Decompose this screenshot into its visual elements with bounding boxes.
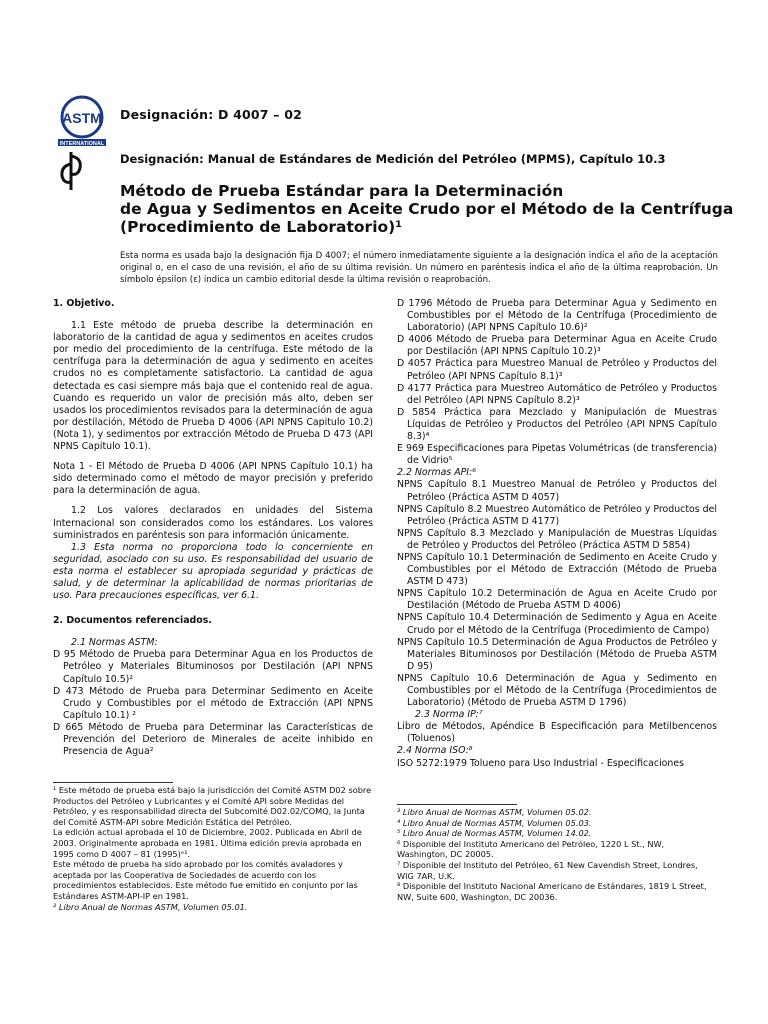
designation-astm: Designación: D 4007 – 02 <box>120 107 303 122</box>
standard-note: Esta norma es usada bajo la designación fija D 4007; el número inmediatamente siguiente a la designación indica el año de la aceptación original o, en el caso de una revisión, el año de su última revisión. Un número en paréntesis indica el año de la última reaprobación. Un símbolo épsilon (ε) indica un cambio editorial desde la última revisión o reaprobación. <box>120 251 718 285</box>
nota-1: Nota 1 - El Método de Prueba D 4006 (API NPNS Capítulo 10.1) ha sido determinado como el método de mayor precisión y preferido para la determinación de agua. <box>53 461 373 497</box>
ref-d665: D 665 Método de Prueba para Determinar las Características de Prevención del Deterioro de Minerales de aceite inhibido en Presencia de Agua² <box>53 721 373 758</box>
footnote-3: ³ Libro Anual de Normas ASTM, Volumen 05.02. <box>397 807 592 817</box>
ref-npns-10-6: NPNS Capítulo 10.6 Determinación de Agua y Sedimento en Combustibles por el Método de la Centrífuga (Procedimientos de Laboratorio) (Método de Prueba ASTM D 1796) <box>397 672 717 709</box>
document-title <box>120 182 740 236</box>
ref-d95: D 95 Método de Prueba para Determinar Agua en los Productos de Petróleo y Materiales Bituminosos por Destilación (API NPNS Capítulo 10.5)² <box>53 649 373 685</box>
ref-d473: D 473 Método de Prueba para Determinar Sedimento en Aceite Crudo y Combustibles por el método de Extracción (API NPNS Capítulo 10.1) ² <box>53 685 373 721</box>
ref-npns-8-3: NPNS Capítulo 8.3 Mezclado y Manipulación de Muestras Líquidas de Petróleo y Productos del Petróleo (Práctica ASTM D 5854) <box>397 527 717 551</box>
ref-npns-8-2: NPNS Capítulo 8.2 Muestreo Automático de Petróleo y Productos del Petróleo (Práctica ASTM D 4177) <box>397 503 717 527</box>
ref-npns-10-1: NPNS Capítulo 10.1 Determinación de Sedimento en Aceite Crudo y Combustibles por el Método de Extracción (Método de Prueba ASTM D 473) <box>397 551 717 588</box>
ref-npns-8-1: NPNS Capítulo 8.1 Muestreo Manual de Petróleo y Productos del Petróleo (Práctica ASTM D 4057) <box>397 479 717 503</box>
section-2-4: 2.4 Norma ISO:⁸ <box>397 745 473 757</box>
ref-d4006: D 4006 Método de Prueba para Determinar Agua en Aceite Crudo por Destilación (API NPNS Capítulo 10.2)³ <box>397 334 717 358</box>
footnote-rule-right <box>397 804 517 805</box>
api-logo <box>58 150 84 192</box>
title-line-3: (Procedimiento de Laboratorio)¹ <box>120 218 403 236</box>
footnote-8: ⁸ Disponible del Instituto Nacional Americano de Estándares, 1819 L Street, NW, Suite 600, Washington, DC 20036. <box>397 881 707 902</box>
ref-d1796: D 1796 Método de Prueba para Determinar Agua y Sedimento en Combustibles por el Método de la Centrífuga (Procedimiento de Laboratorio) (API NPNS Capítulo 10.6)² <box>397 298 717 334</box>
designation-mpms: Designación: Manual de Estándares de Medición del Petróleo (MPMS), Capítulo 10.3 <box>120 152 666 166</box>
astm-logo <box>58 95 106 147</box>
section-2-3: 2.3 Norma IP:⁷ <box>415 709 483 721</box>
footnote-1c: Este método de prueba ha sido aprobado por los comités avaladores y aceptada por las Cooperativa de Sociedades de acuerdo con los procedimientos establecidos. Este método fue emitido en conjunto por las Estándares ASTM-API-IP en 1981. <box>53 859 358 901</box>
title-line-2: de Agua y Sedimentos en Aceite Crudo por el Método de la Centrífuga <box>120 200 734 218</box>
footnote-4: ⁴ Libro Anual de Normas ASTM, Volumen 05.03. <box>397 817 592 828</box>
para-1-3: 1.3 Esta norma no proporciona todo lo concerniente en seguridad, asociado con su uso. Es responsabilidad del usuario de esta norma el establecer su apropiada seguridad y prácticas de salud, y de determinar la aplicabilidad de normas prioritarias de uso. Para precauciones específicas, ver 6.1. <box>53 541 373 602</box>
ref-e969: E 969 Especificaciones para Pipetas Volumétricas (de transferencia) de Vidrio⁵ <box>397 443 717 467</box>
section-2-2: 2.2 Normas API:⁶ <box>397 467 476 479</box>
ref-d4177: D 4177 Práctica para Muestreo Automático de Petróleo y Productos del Petróleo (API NPNS Capítulo 8.2)³ <box>397 382 717 406</box>
ref-npns-10-4: NPNS Capítulo 10.4 Determinación de Sedimento y Agua en Aceite Crudo por el Método de la Centrífuga (Procedimiento de Campo) <box>397 612 717 636</box>
ref-npns-10-5: NPNS Capítulo 10.5 Determinación de Agua Productos de Petróleo y Materiales Bituminosos por Destilación (Método de Prueba ASTM D 95) <box>397 636 717 672</box>
footnotes-right <box>397 804 717 902</box>
ref-ip-libro: Libro de Métodos, Apéndice B Especificación para Metilbencenos (Toluenos) <box>397 721 717 745</box>
ref-d5854: D 5854 Práctica para Mezclado y Manipulación de Muestras Líquidas de Petróleo y Productos del Petróleo (API NPNS Capítulo 8.3)⁴ <box>397 406 717 443</box>
footnotes-left <box>53 782 373 912</box>
footnote-1b: La edición actual aprobada el 10 de Diciembre, 2002. Publicada en Abril de 2003. Originalmente aprobada en 1981. Última edición previa aprobada en 1995 como D 4007 – 81 (1995)ᵉ¹. <box>53 827 362 859</box>
ref-iso-5272: ISO 5272:1979 Tolueno para Uso Industrial - Especificaciones <box>397 757 684 769</box>
footnote-6: ⁶ Disponible del Instituto Americano del Petróleo, 1220 L St., NW, Washington, DC 20005. <box>397 838 665 860</box>
right-column <box>397 298 717 770</box>
ref-d4057: D 4057 Práctica para Muestreo Manual de Petróleo y Productos del Petróleo (API NPNS Capítulo 8.1)³ <box>397 358 717 382</box>
section-2-1: 2.1 Normas ASTM: <box>71 637 158 649</box>
section-2-heading: 2. Documentos referenciados. <box>53 615 212 627</box>
svg-text:ASTM: ASTM <box>62 110 102 126</box>
svg-text:INTERNATIONAL: INTERNATIONAL <box>59 141 105 147</box>
para-1-2: 1.2 Los valores declarados en unidades del Sistema Internacional son considerados como los estándares. Los valores suministrados en paréntesis son para información únicamente. <box>53 505 373 541</box>
footnote-7: ⁷ Disponible del Instituto del Petróleo, 61 New Cavendish Street, Londres, WIG 7AR, U.K. <box>397 859 698 881</box>
ref-npns-10-2: NPNS Capítulo 10.2 Determinación de Agua en Aceite Crudo por Destilación (Método de Prueba ASTM D 4006) <box>397 588 717 612</box>
footnote-2: ² Libro Anual de Normas ASTM, Volumen 05.01. <box>53 901 248 912</box>
title-line-1: Método de Prueba Estándar para la Determinación <box>120 182 564 200</box>
left-column <box>53 298 373 758</box>
para-1-1: 1.1 Este método de prueba describe la determinación en laboratorio de la cantidad de agua y sedimentos en aceites crudos por medio del procedimiento de la centrífuga. Este método de la centrífuga para la determinación de agua y sedimento en aceites crudos no es completamente satisfactorio. La cantidad de agua detectada es casi siempre más baja que el contenido real de agua. Cuando es requerido un valor de precisión más alto, deben ser usados los procedimientos revisados para la determinación de agua por destilación, Método de Prueba D 4006 (API NPNS Capitulo 10.2) (Nota 1), y sedimentos por extracción Método de Prueba D 473 (API NPNS Capitulo 10.1). <box>53 320 373 453</box>
footnote-rule <box>53 782 173 783</box>
footnote-1a: ¹ Este método de prueba está bajo la jurisdicción del Comité ASTM D02 sobre Productos del Petróleo y Lubricantes y el Comité API sobre Medidas del Petróleo, y es responsabilidad directa del Subcomité D02.02/COMQ, la Junta del Comité ASTM-API sobre Medición Estática del Petróleo. <box>53 785 372 827</box>
footnote-5: ⁵ Libro Anual de Normas ASTM, Volumen 14.02. <box>397 828 592 839</box>
section-1-heading: 1. Objetivo. <box>53 298 115 309</box>
